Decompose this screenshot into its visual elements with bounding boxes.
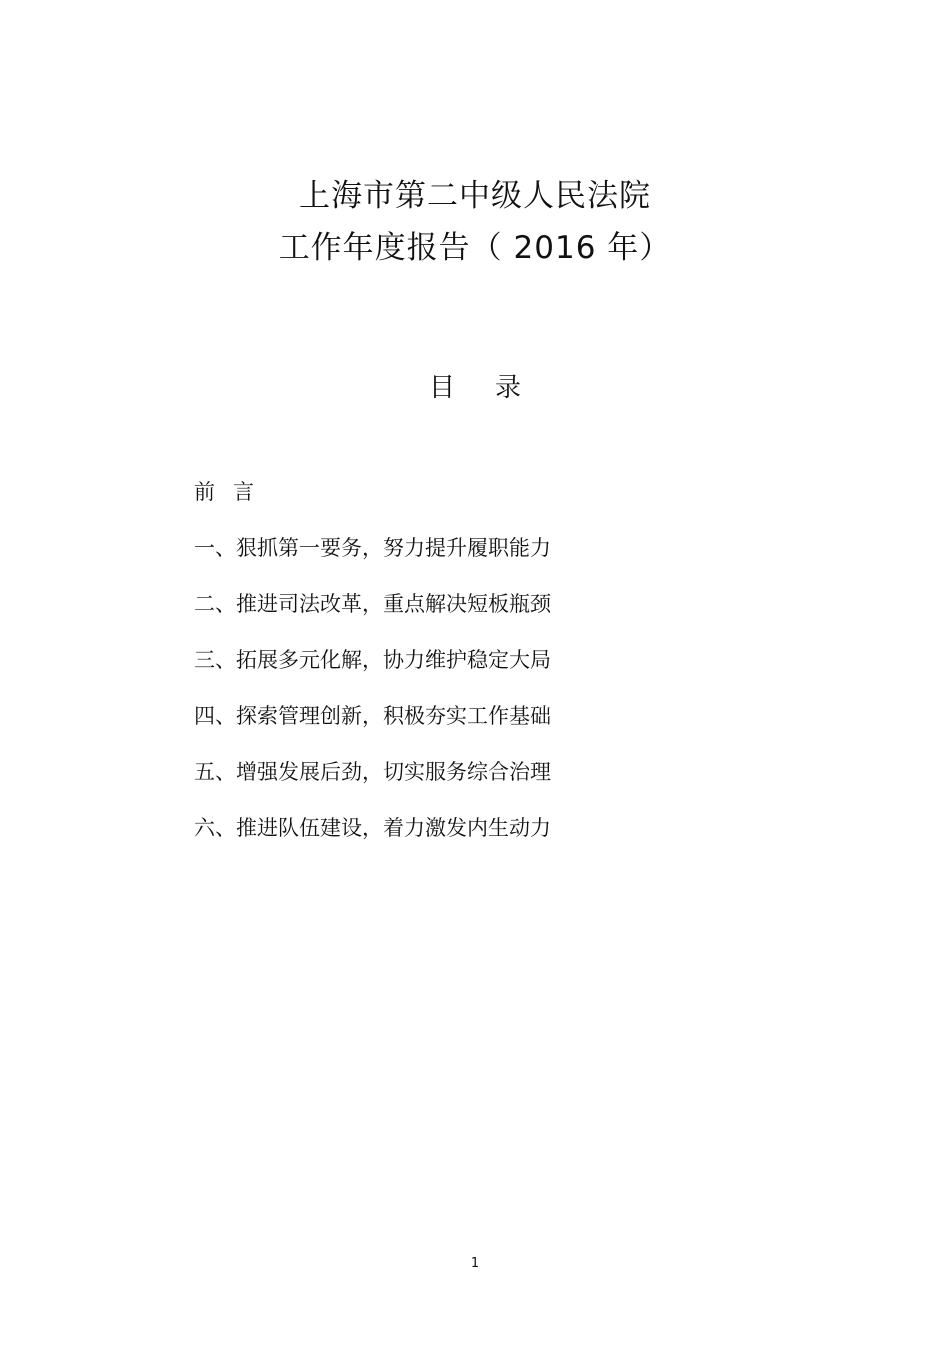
page-number: 1 — [470, 1256, 480, 1271]
toc-item-3: 三、拓展多元化解，协力维护稳定大局 — [194, 648, 551, 672]
report-title-line-2: 工作年度报告（ 2016 年） — [278, 230, 672, 266]
toc-list — [194, 477, 551, 869]
toc-item-1: 一、狠抓第一要务，努力提升履职能力 — [194, 536, 551, 560]
toc-item-4: 四、探索管理创新，积极夯实工作基础 — [194, 704, 551, 728]
toc-item-6: 六、推进队伍建设，着力激发内生动力 — [194, 816, 551, 840]
toc-heading: 目录 — [428, 373, 561, 403]
toc-item-preface: 前言 — [194, 480, 272, 504]
toc-item-5: 五、增强发展后劲，切实服务综合治理 — [194, 760, 551, 784]
toc-item-2: 二、推进司法改革，重点解决短板瓶颈 — [194, 592, 551, 616]
report-title-line-1: 上海市第二中级人民法院 — [299, 178, 651, 214]
